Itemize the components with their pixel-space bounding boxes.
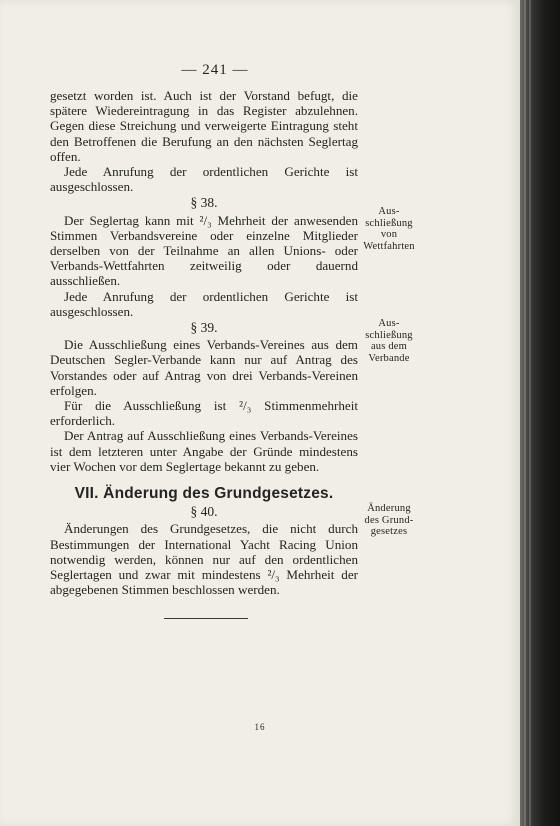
paragraph-section-39-b: Für die Ausschließung ist ²/₃ Stimmenmehrheit erforderlich. bbox=[50, 398, 358, 429]
margin-note-text: Aus- schließung aus dem Verbande bbox=[365, 318, 413, 364]
section-39-heading: § 39. bbox=[190, 320, 218, 336]
paragraph-section-40: Änderungen des Grundgesetzes, die nicht durch Bestimmungen der International Yacht Racing Union notwendig werden, können nur auf den ordentlichen Seglertagen und zwar mit mindestens ²/₃ Mehrheit der abgegebenen Stimmen beschlossen werden. bbox=[50, 521, 358, 598]
margin-note-text: Änderung des Grund- gesetzes bbox=[364, 503, 414, 537]
page-number: — 241 — bbox=[181, 62, 249, 78]
paragraph-court-exclusion-1: Jede Anrufung der ordentlichen Gerichte ist ausgeschlossen. bbox=[50, 164, 358, 195]
paragraph-section-39-a: Die Ausschließung eines Verbands-Vereines aus dem Deutschen Segler-Verbande kann nur auf Antrag des Vorstandes oder auf Antrag von drei Verbands-Vereinen erfolgen. bbox=[50, 337, 358, 398]
main-text-column bbox=[50, 88, 358, 598]
margin-note-verbande bbox=[356, 318, 422, 364]
paragraph-court-exclusion-2: Jede Anrufung der ordentlichen Gerichte ist ausgeschlossen. bbox=[50, 288, 358, 319]
paragraph-section-38: Der Seglertag kann mit ²/₃ Mehrheit der anwesenden Stimmen Verbandsvereine oder einzelne Mitglieder derselben von der Teilnahme an allen Unions- oder Verbands-Wettfahrten zeitweilig oder dauernd ausschließen. bbox=[50, 212, 358, 289]
margin-note-text: Aus- schließung von Wettfahrten bbox=[363, 206, 415, 252]
section-38-heading: § 38. bbox=[190, 195, 218, 211]
paragraph-section-39-c: Der Antrag auf Ausschließung eines Verbands-Vereines ist dem letzteren unter Angabe der Gründe mindestens vier Wochen vor dem Seglertage bekannt zu geben. bbox=[50, 428, 358, 474]
page-edge-line bbox=[529, 0, 531, 826]
closing-rule bbox=[164, 618, 248, 619]
margin-note-grundgesetz bbox=[356, 503, 422, 538]
book-binding-edge bbox=[520, 0, 560, 826]
margin-note-wettfahrten bbox=[356, 206, 422, 252]
paragraph-continuation: gesetzt worden ist. Auch ist der Vorstand befugt, die spätere Wiedereintragung in das Register abzulehnen. Gegen diese Streichung und verweigerte Eintragung steht den Betroffenen die Berufung an den nächsten Seglertag offen. bbox=[50, 88, 358, 164]
chapter-heading: VII. Änderung des Grundgesetzes. bbox=[74, 485, 334, 503]
page-edge-line bbox=[524, 0, 526, 826]
section-40-heading: § 40. bbox=[190, 504, 218, 520]
sheet-signature: 16 bbox=[254, 722, 266, 732]
